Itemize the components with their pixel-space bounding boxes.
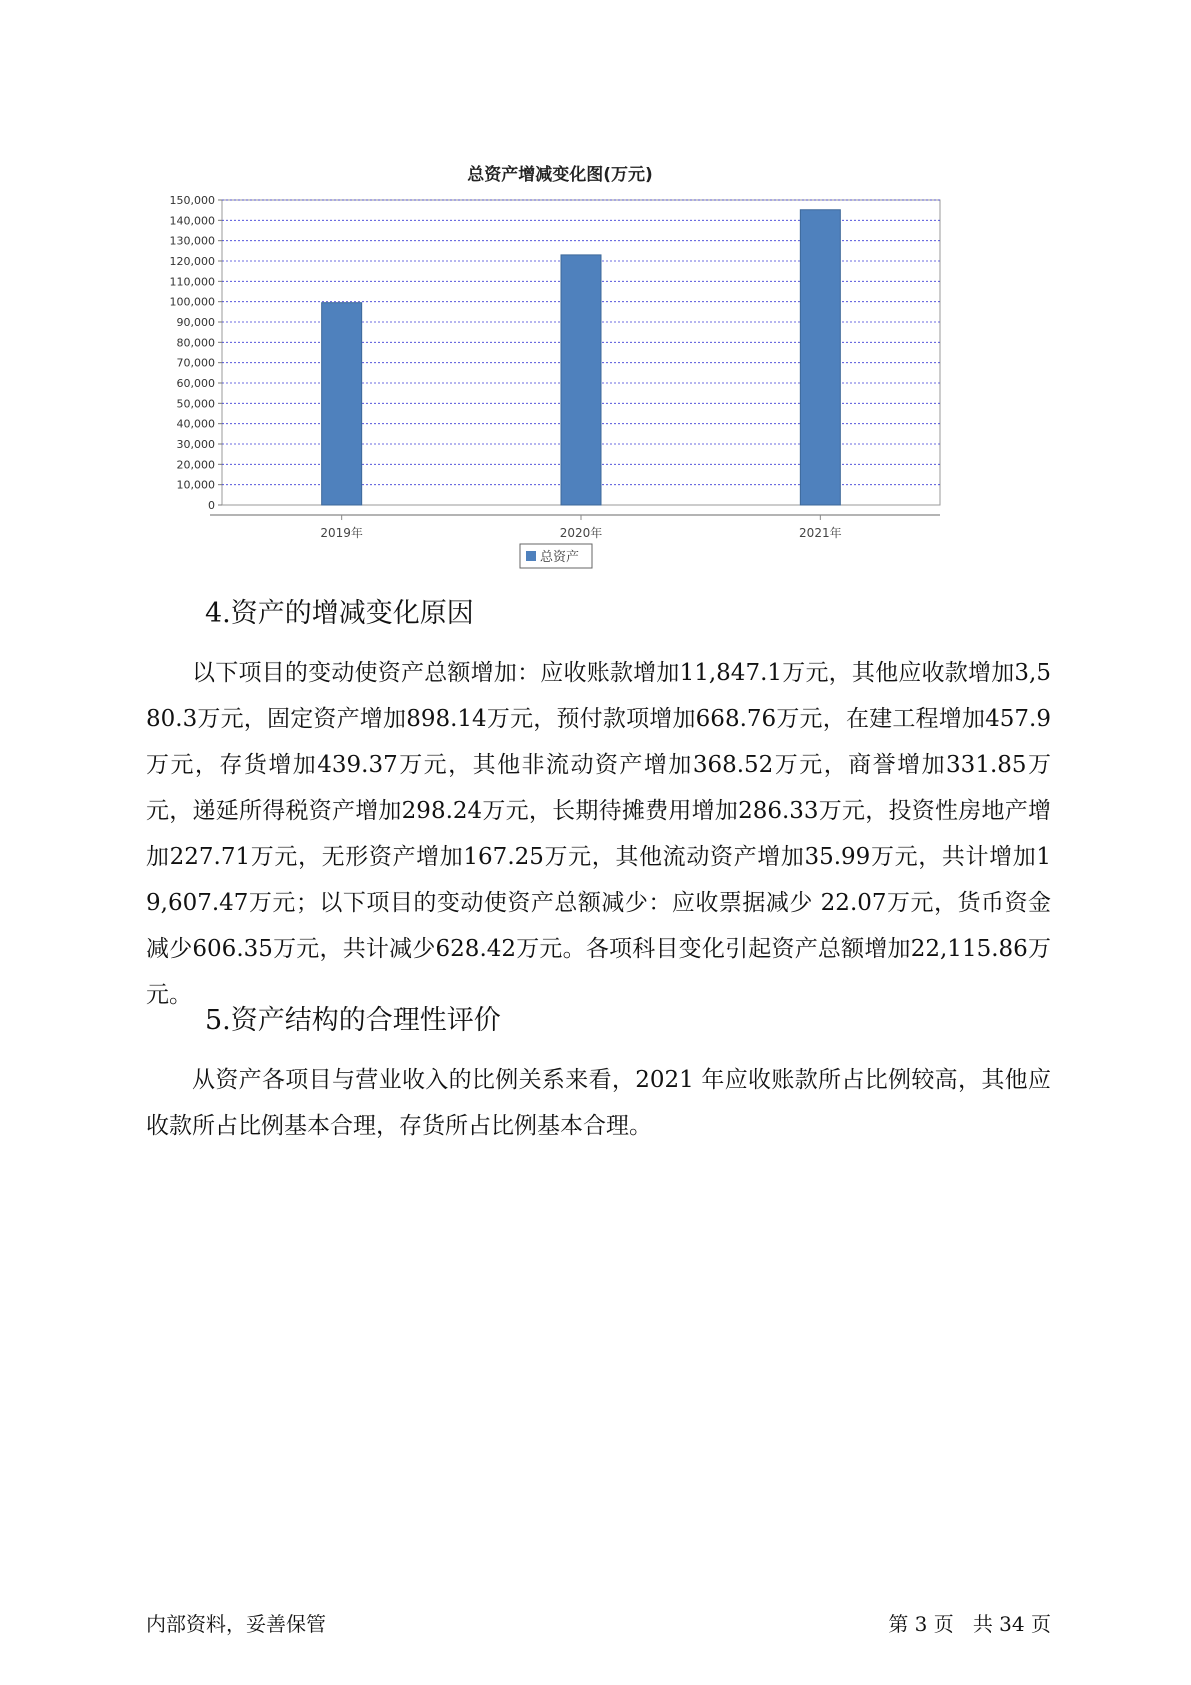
y-tick-label: 50,000 (176, 397, 215, 411)
total-assets-chart (160, 160, 1020, 630)
chart-title: 总资产增减变化图(万元) (467, 165, 653, 185)
y-tick-label: 80,000 (176, 336, 215, 350)
x-tick-label: 2021年 (799, 526, 842, 540)
x-tick-label: 2020年 (559, 526, 603, 540)
y-tick-label: 100,000 (169, 295, 215, 309)
y-tick-label: 150,000 (169, 194, 215, 207)
section-body-5 (146, 1057, 1051, 1149)
bar-2019年 (322, 303, 362, 505)
y-tick-label: 20,000 (176, 458, 215, 472)
legend-swatch (526, 551, 536, 561)
section-heading-4: 4.资产的增减变化原因 (205, 598, 474, 629)
y-tick-label: 140,000 (169, 214, 215, 228)
section-body-4 (146, 650, 1051, 1018)
y-tick-label: 10,000 (176, 478, 215, 492)
footer-confidential-note: 内部资料，妥善保管 (146, 1612, 326, 1636)
bar-2020年 (561, 255, 601, 505)
bar-2021年 (800, 210, 840, 505)
x-axis-ticks (210, 515, 940, 540)
legend (520, 544, 592, 568)
y-tick-label: 130,000 (169, 234, 215, 248)
legend-label: 总资产 (540, 550, 580, 565)
bars (322, 210, 841, 505)
paragraph-asset-structure-evaluation: 从资产各项目与营业收入的比例关系来看，2021 年应收账款所占比例较高，其他应收款所占比例基本合理，存货所占比例基本合理。 (146, 1067, 1051, 1139)
chart-svg (160, 160, 1020, 630)
section-heading-5: 5.资产结构的合理性评价 (205, 1005, 501, 1036)
x-tick-label: 2019年 (320, 526, 363, 540)
footer-page-number: 第 3 页 共 34 页 (888, 1612, 1051, 1636)
y-tick-label: 70,000 (176, 356, 215, 370)
y-tick-label: 30,000 (176, 438, 215, 451)
y-tick-label: 40,000 (176, 417, 215, 431)
y-tick-label: 60,000 (176, 377, 215, 390)
y-axis-ticks (170, 194, 223, 512)
y-tick-label: 110,000 (169, 275, 215, 289)
y-tick-label: 0 (208, 499, 215, 512)
y-tick-label: 120,000 (169, 255, 215, 268)
y-tick-label: 90,000 (176, 316, 215, 329)
paragraph-asset-change-reasons: 以下项目的变动使资产总额增加：应收账款增加11,847.1万元，其他应收款增加3,580.3万元，固定资产增加898.14万元，预付款项增加668.76万元，在建工程增加457.9万元，存货增加439.37万元，其他非流动资产增加368.52万元，商誉增加331.85万元，递延所得税资产增加298.24万元，长期待摊费用增加286.33万元，投资性房地产增加227.71万元，无形资产增加167.25万元，其他流动资产增加35.99万元，共计增加19,607.47万元；以下项目的变动使资产总额减少：应收票据减少 22.07万元，货币资金减少606.35万元，共计减少628.42万元。各项科目变化引起资产总额增加22,115.86万元。 (146, 660, 1051, 1008)
